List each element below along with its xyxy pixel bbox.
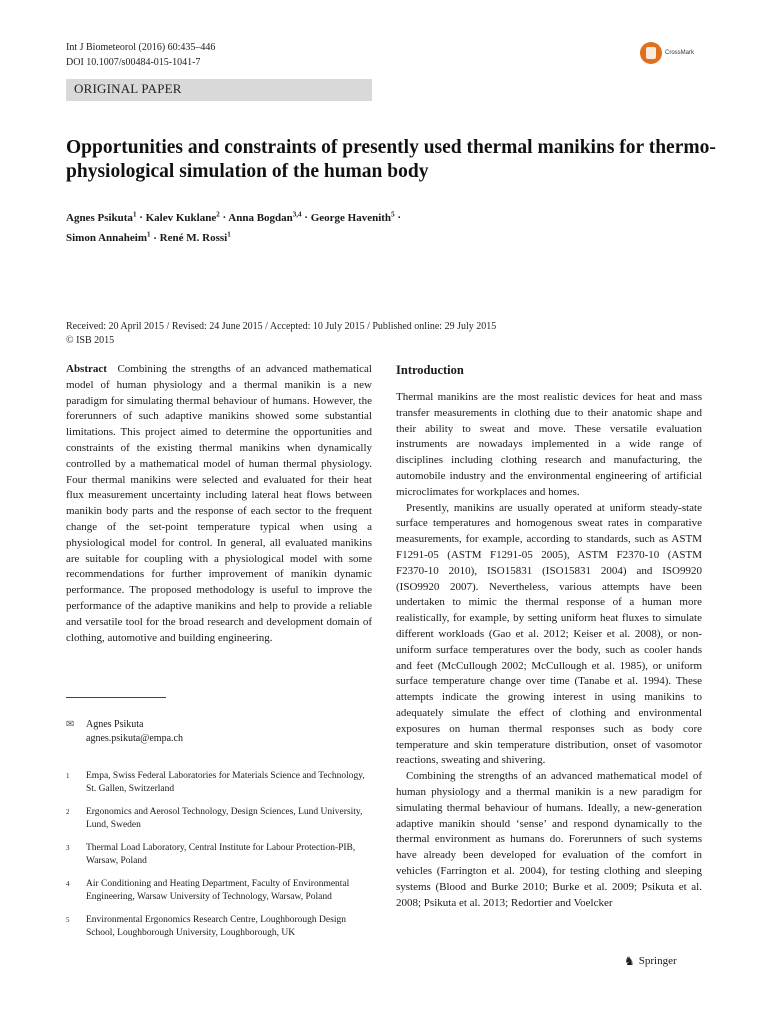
corr-email[interactable]: agnes.psikuta@empa.ch <box>86 733 183 744</box>
crossmark-label: CrossMark <box>665 50 695 56</box>
author[interactable]: George Havenith$^5$ <box>310 210 395 224</box>
author[interactable]: Agnes Psikuta$^1$ <box>66 210 137 224</box>
abstract-text: Combining the strengths of an advanced mathematical model of human physiology and a thermal manikin is a new paradigm for simulating thermal behaviour of humans. However, the forerunners of such adaptive manikins showed some substantial limitations. This project aimed to determine the opportunities and constraints of the existing thermal manikins when dynamically controlled by a mathematical model of human thermal physiology. Four thermal manikins were selected and evaluated for their heat flux measurement uncertainty including lateral heat flows between manikin body parts and the response of each sector to the frequent change of the set-point temperature typical when using a physiological model for control. In general, all evaluated manikins are suitable for coupling with a physiological model with some recommendations for further improvement of manikin dynamic performance. The proposed methodology is useful to improve the performance of the adaptive manikins and help to provide a reliable and versatile tool for the broad research and development domain of clothing, automotive and building engineering. <box>66 363 372 644</box>
abstract-label: Abstract <box>66 363 107 375</box>
crossmark-badge[interactable] <box>640 42 694 64</box>
author[interactable]: Simon Annaheim$^1$ <box>66 230 151 245</box>
abstract <box>66 362 372 646</box>
springer-horse-icon: ♞ <box>624 954 635 968</box>
introduction-section <box>396 362 702 911</box>
journal-line: Int J Biometeorol (2016) 60:435–446 <box>66 42 216 53</box>
crossmark-icon <box>640 42 662 64</box>
affiliation: 1 Empa, Swiss Federal Laboratories for Materials Science and Technology, St. Gallen, Switzerland <box>66 771 365 794</box>
section-banner-label: ORIGINAL PAPER <box>74 81 182 96</box>
corresponding-author <box>66 718 183 746</box>
affiliation: 5 Environmental Ergonomics Research Centre, Loughborough Design School, Loughborough University, Loughborough, UK <box>66 915 346 938</box>
dates-line: Received: 20 April 2015 / Revised: 24 June 2015 / Accepted: 10 July 2015 / Published online: 29 July 2015 <box>66 321 497 332</box>
paper-title: Opportunities and constraints of presently used thermal manikins for thermo-physiological simulation of the human body <box>66 137 716 182</box>
publisher-name: Springer <box>638 955 677 967</box>
intro-paragraph: Presently, manikins are usually operated at uniform steady-state surface temperatures and homogenous sweat rates in comparative measurements, for example, according to standards, such as ASTM F1291-05 (ASTM F1291-05 2005), ASTM F2370-10 (ASTM F2370-10 2010), ISO15831 (ISO15831 2004) and ISO9920 (ISO9920 2007). Nevertheless, various attempts have been undertaken to mimic the thermal response of a human more realistically, for example, by setting uniform heat fluxes to simulate different workloads (Gao et al. 2012; Keiser et al. 2008), or non-uniform surface temperatures over the body, such as cooler hands and feet (McCullough 2002; McCullough et al. 1985), or uniform surface temperature change over time (Tanabe et al. 1994). These attempts indicate the growing interest in using manikins to adequately simulate the effect of clothing and environmental exposures on human thermal responses such as body core temperature and skin temperature distribution, onset of vasomotor reactions, sweating and shivering. <box>396 501 702 767</box>
publisher-logo <box>624 954 677 968</box>
affiliations <box>66 770 372 950</box>
corr-name: Agnes Psikuta <box>86 719 144 730</box>
footnote-divider <box>66 697 166 698</box>
journal-citation <box>66 40 215 70</box>
affiliation: 2 Ergonomics and Aerosol Technology, Design Sciences, Lund University, Lund, Sweden <box>66 807 363 830</box>
doi-line[interactable]: DOI 10.1007/s00484-015-1041-7 <box>66 57 201 68</box>
author[interactable]: René M. Rossi$^1$ <box>159 230 231 245</box>
introduction-heading: Introduction <box>396 363 464 377</box>
section-banner <box>66 79 372 101</box>
copyright-line: © ISB 2015 <box>66 335 115 346</box>
author-list: Agnes Psikuta$^1$ · Kalev Kuklane$^2$ · Anna Bogdan$^{3,4}$ · George Havenith$^5$ · Simon Annaheim$^1$ · René M. Rossi$^1$ <box>66 210 401 245</box>
intro-paragraph: Thermal manikins are the most realistic devices for heat and mass transfer measurements in clothing due to their anatomic shape and their ability to sweat and move. These versatile evaluation instruments are nowadays implemented in a wide range of disciplines including clothing research and manufacturing, the automobile industry and the environmental engineering of artificial microclimates for workplaces and homes. <box>396 391 702 498</box>
envelope-icon: ✉ <box>66 719 75 730</box>
author[interactable]: Anna Bogdan$^{3,4}$ <box>228 210 302 224</box>
affiliation: 3 Thermal Load Laboratory, Central Institute for Labour Protection-PIB, Warsaw, Poland <box>66 843 356 866</box>
affiliation: 4 Air Conditioning and Heating Department, Faculty of Environmental Engineering, Warsaw University of Technology, Warsaw, Poland <box>66 879 350 902</box>
publication-history <box>66 320 496 348</box>
author[interactable]: Kalev Kuklane$^2$ <box>145 210 220 224</box>
intro-paragraph: Combining the strengths of an advanced mathematical model of human physiology and a thermal manikin is a new paradigm for simulating thermal behaviour of humans. Ideally, a new-generation adaptive manikin should ‘sense’ and respond dynamically to the thermal environment as humans do. Forerunners of such systems have already been developed for evaluation of the comfort in vehicles (Farrington et al. 2004), for testing clothing and sleeping systems (Blood and Burke 2010; Burke et al. 2009; Psikuta et al. 2008; Psikuta et al. 2013; Redortier and Voelcker <box>396 770 702 909</box>
